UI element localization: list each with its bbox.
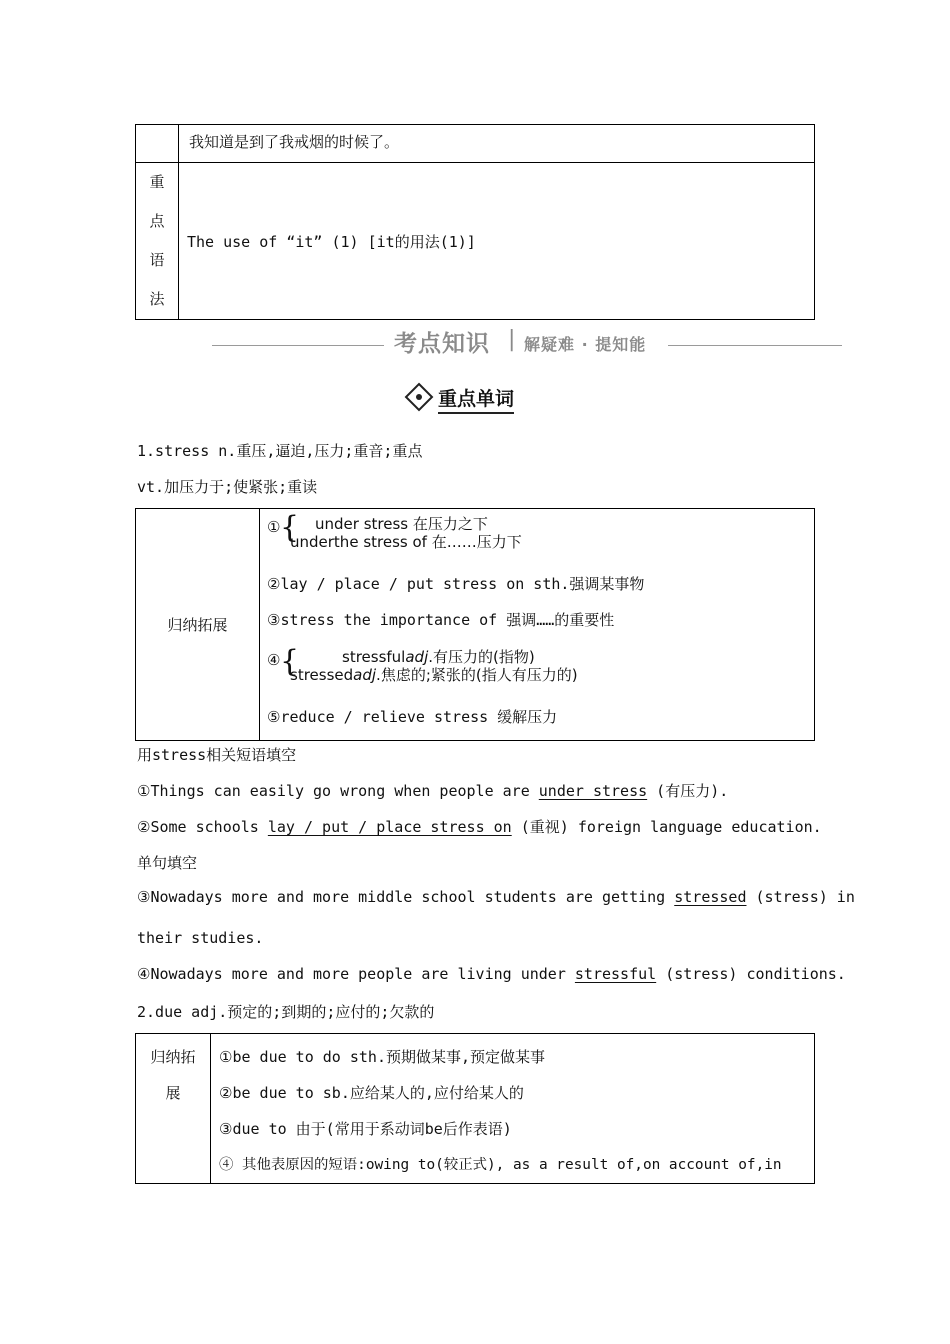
ex1-pre: ①Things can easily go wrong when people are bbox=[137, 782, 539, 800]
e4-number: ④ bbox=[267, 651, 281, 669]
header-char: 法 bbox=[149, 290, 165, 308]
top-table bbox=[135, 124, 815, 320]
ex3-main bbox=[137, 888, 746, 906]
ex2-answer: lay / put / place stress on bbox=[267, 818, 512, 836]
exercise-title-1: 用stress相关短语填空 bbox=[137, 746, 297, 764]
ex2-pre: ②Some schools bbox=[137, 818, 268, 836]
item1-expansion-5: ⑤reduce / relieve stress 缓解压力 bbox=[267, 708, 558, 726]
exercise-3 bbox=[137, 888, 855, 906]
label-line-b: 展 bbox=[165, 1084, 181, 1102]
item1-table-label: 归纳拓展 bbox=[136, 509, 260, 741]
banner-left-line bbox=[212, 345, 384, 346]
top-table-row2-header bbox=[136, 163, 179, 320]
label-line-a: 归纳拓 bbox=[150, 1048, 196, 1066]
ex4-answer: stressful bbox=[574, 965, 657, 983]
item2-line1: 2.due adj.预定的;到期的;应付的;欠款的 bbox=[137, 1003, 435, 1021]
item1-expansion-2: ②lay / place / put stress on sth.强调某事物 bbox=[267, 575, 645, 593]
ex4-post: (stress) conditions. bbox=[656, 965, 846, 983]
item1-expansion-3: ③stress the importance of 强调……的重要性 bbox=[267, 611, 615, 629]
exercise-title-2: 单句填空 bbox=[137, 854, 198, 872]
ex3-post: (stress) in bbox=[746, 888, 855, 906]
item2-expansion-2: ②be due to sb.应给某人的,应付给某人的 bbox=[219, 1084, 524, 1102]
item1-line1: 1.stress n.重压,逼迫,压力;重音;重点 bbox=[137, 442, 423, 460]
ex2-post: (重视) foreign language education. bbox=[511, 818, 822, 836]
item2-expansion-1: ①be due to do sth.预期做某事,预定做某事 bbox=[219, 1048, 546, 1066]
e4-line-b bbox=[290, 664, 578, 685]
top-table-row2-text: The use of “it” (1) [it的用法(1)] bbox=[179, 163, 815, 320]
ex3-answer: stressed bbox=[674, 888, 747, 906]
ex1-post: (有压力). bbox=[647, 782, 729, 800]
banner-right-line bbox=[668, 345, 842, 346]
item1-line2: vt.加压力于;使紧张;重读 bbox=[137, 478, 318, 496]
e4-brace: { bbox=[280, 644, 300, 679]
item2-table-label bbox=[136, 1034, 211, 1184]
ex3-pre: ③Nowadays more and more middle school students are getting bbox=[137, 888, 675, 906]
banner-separator: | bbox=[508, 327, 516, 352]
ex4-pre: ④Nowadays more and more people are living under bbox=[137, 965, 575, 983]
diamond-icon bbox=[404, 382, 434, 412]
banner-main-title: 考点知识 bbox=[394, 331, 490, 357]
e4-a-pos: adj bbox=[405, 648, 429, 666]
e1-brace: { bbox=[280, 510, 300, 545]
header-char: 语 bbox=[149, 251, 165, 269]
item2-table-content bbox=[211, 1034, 815, 1184]
e4-b-pos: adj bbox=[353, 666, 377, 684]
exercise-4 bbox=[137, 965, 846, 983]
top-table-empty-cell bbox=[136, 125, 179, 163]
header-char: 重 bbox=[149, 173, 165, 191]
e4-a-meaning: .有压力的(指物) bbox=[428, 648, 535, 666]
section-title-text: 重点单词 bbox=[438, 384, 514, 414]
item2-table bbox=[135, 1033, 815, 1184]
e1-number: ① bbox=[267, 518, 281, 536]
header-char: 点 bbox=[149, 212, 165, 230]
top-table-row1-text: 我知道是到了我戒烟的时候了。 bbox=[179, 125, 815, 163]
e1-line-a: under stress 在压力之下 bbox=[315, 515, 488, 533]
exercise-1 bbox=[137, 780, 728, 801]
e4-b-meaning: .焦虑的;紧张的(指人有压力的) bbox=[376, 666, 578, 684]
ex1-answer: under stress bbox=[538, 782, 648, 800]
e4-b-word: stressed bbox=[290, 666, 354, 684]
exercise-2 bbox=[137, 816, 822, 837]
item2-expansion-3: ③due to 由于(常用于系动词be后作表语) bbox=[219, 1120, 512, 1138]
e4-a-word: stressful bbox=[342, 648, 406, 666]
banner-subtitle: 解疑难 · 提知能 bbox=[524, 335, 647, 354]
item2-expansion-4: ④ 其他表原因的短语:owing to(较正式), as a result of,on account of,in bbox=[219, 1157, 782, 1173]
e1-line-b: underthe stress of 在……压力下 bbox=[290, 533, 522, 551]
exercise-3-line2: their studies. bbox=[137, 929, 264, 947]
